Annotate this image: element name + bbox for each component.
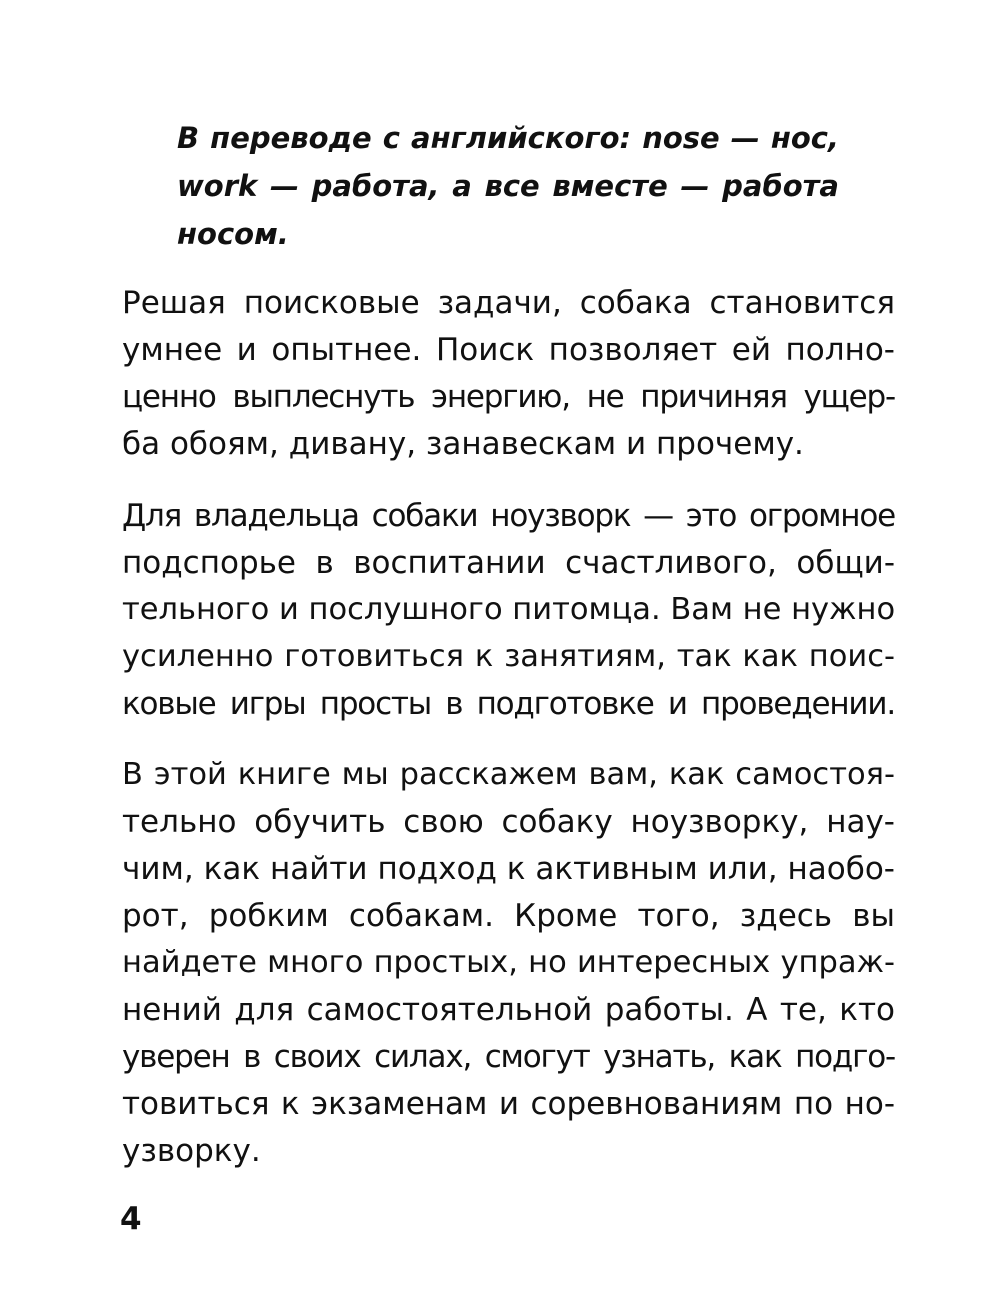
text-line: рот, робким собакам. Кроме того, здесь вы [122,898,895,934]
text-line: ковые игры просты в подготовке и проведении. [122,686,895,722]
quote-line: В переводе с английского: nose — нос, [177,121,839,155]
text-line: Для владельца собаки ноузворк — это огромное [122,498,895,534]
quote-line: work — работа, а все вместе — работа [177,169,839,203]
text-line: уверен в своих силах, смогут узнать, как подго- [122,1039,895,1075]
text-line: тельного и послушного питомца. Вам не нужно [122,592,895,627]
page-number: 4 [120,1201,142,1237]
text-line: Решая поисковые задачи, собака становится [122,285,895,321]
text-line: В этой книге мы расскажем вам, как самостоя- [122,757,895,792]
text-line: тельно обучить свою собаку ноузворку, нау- [122,804,895,840]
text-line: умнее и опытнее. Поиск позволяет ей полно- [122,332,895,368]
text-line: ба обоям, дивану, занавескам и прочему. [122,426,804,462]
text-line: подспорье в воспитании счастливого, общи- [122,545,895,581]
quote-line: носом. [177,217,289,251]
text-line: товиться к экзаменам и соревнованиям по но- [122,1086,895,1122]
text-line: нений для самостоятельной работы. А те, кто [122,992,895,1028]
text-line: узворку. [122,1133,261,1169]
text-line: чим, как найти подход к активным или, наобо- [122,851,895,887]
text-line: найдете много простых, но интересных упраж- [122,945,895,980]
text-line: ценно выплеснуть энергию, не причиняя ущер- [122,379,895,415]
text-line: усиленно готовиться к занятиям, так как поис- [122,639,895,674]
